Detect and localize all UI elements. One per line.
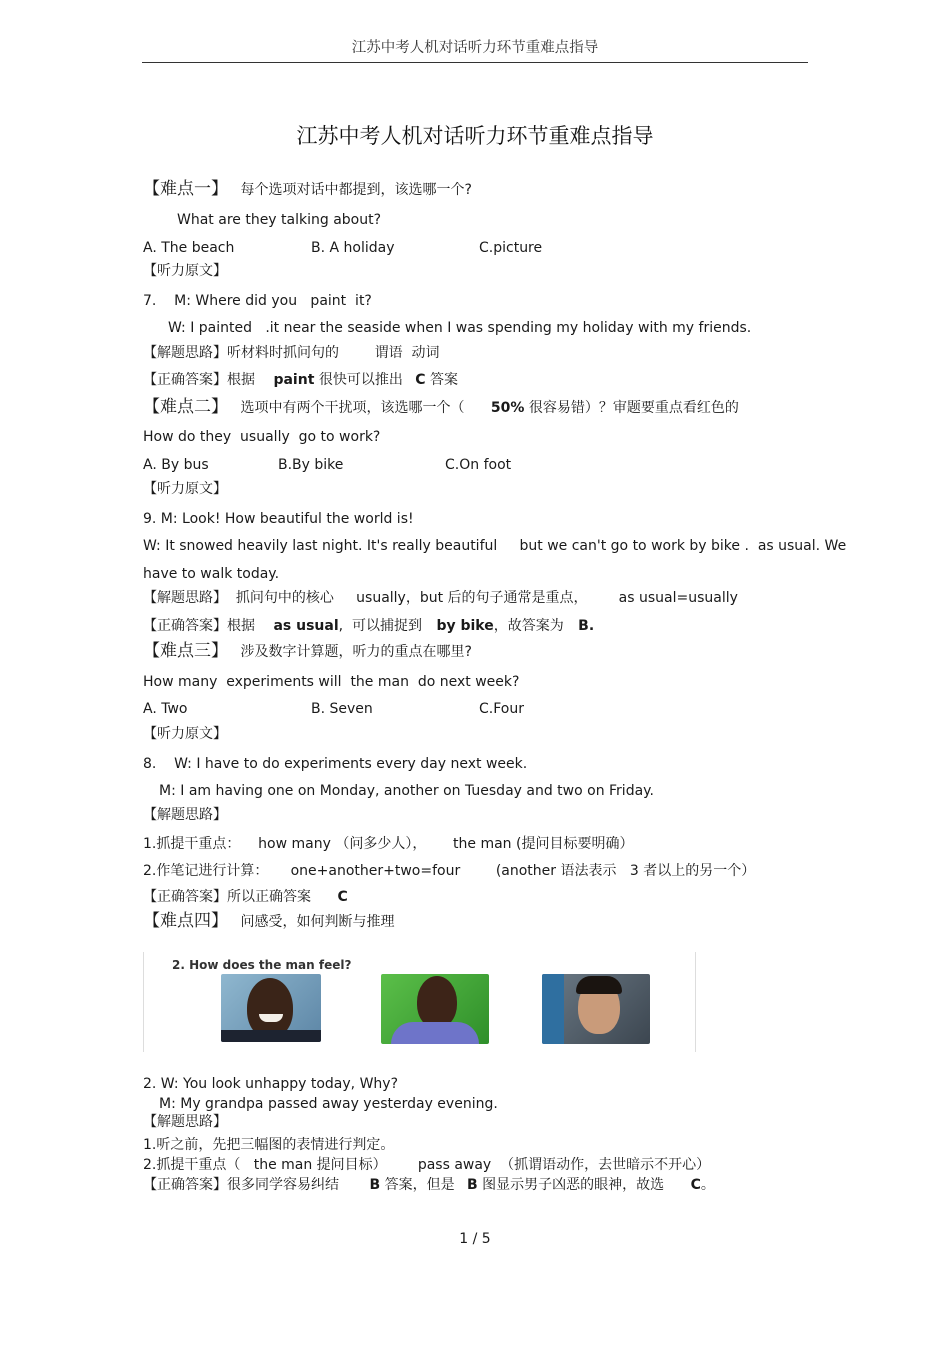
expression-figure xyxy=(143,952,696,1052)
photo-sad-man xyxy=(542,974,650,1044)
section1-answer-middle: 很快可以推出 xyxy=(318,372,403,388)
section3-answer xyxy=(143,888,348,906)
section1-heading xyxy=(143,180,472,199)
section2-option-a: A. By bus xyxy=(143,457,209,473)
section3-question: How many experiments will the man do next week? xyxy=(143,674,520,690)
photo-happy-man xyxy=(221,974,321,1042)
section4-transcript-line2: M: My grandpa passed away yesterday evening. xyxy=(159,1096,498,1112)
section1-option-a: A. The beach xyxy=(143,240,235,256)
section2-answer-middle2: ，故答案为 xyxy=(493,618,564,634)
section2-tag: 【难点二】 xyxy=(143,397,228,417)
section1-transcript-line2: W: I painted .it near the seaside when I was spending my holiday with my friends. xyxy=(168,320,752,336)
section2-answer-middle1: , 可以捕捉到 xyxy=(338,618,422,634)
section4-answer-middle1: 答案，但是 xyxy=(384,1177,455,1193)
section1-tag: 【难点一】 xyxy=(143,179,228,199)
section2-desc-suffix: 很容易错）？审题要重点看红色的 xyxy=(528,400,739,416)
section4-tag: 【难点四】 xyxy=(143,911,228,931)
section3-answer-letter: C xyxy=(337,889,348,905)
section4-answer-letter: C xyxy=(690,1177,701,1193)
section2-transcript-tag: 【听力原文】 xyxy=(143,481,227,497)
section1-transcript-tag: 【听力原文】 xyxy=(143,263,227,279)
section2-answer-keyword1: as usual xyxy=(273,618,339,634)
section4-analysis-tag: 【解题思路】 xyxy=(143,1114,227,1130)
section1-answer xyxy=(143,371,458,389)
section2-answer-letter: B. xyxy=(578,618,595,634)
section3-option-b: B. Seven xyxy=(311,701,373,717)
section3-analysis-tag: 【解题思路】 xyxy=(143,807,227,823)
section3-option-a: A. Two xyxy=(143,701,188,717)
section1-analysis: 【解题思路】听材料时抓问句的 谓语 动词 xyxy=(143,345,440,361)
section1-transcript-line1: 7. M: Where did you paint it? xyxy=(143,293,372,309)
section3-heading xyxy=(143,642,472,661)
section2-option-b: B.By bike xyxy=(278,457,344,473)
header-rule xyxy=(142,62,808,63)
section3-tag: 【难点三】 xyxy=(143,641,228,661)
figure-question: 2. How does the man feel? xyxy=(172,958,352,972)
section3-point1: 1.抓提干重点： how many （问多少人）， the man (提问目标要明确） xyxy=(143,836,634,852)
section4-heading xyxy=(143,912,394,931)
photo-angry-man xyxy=(381,974,489,1044)
section4-transcript-line1: 2. W: You look unhappy today, Why? xyxy=(143,1076,399,1092)
section2-question: How do they usually go to work? xyxy=(143,429,381,445)
section2-option-c: C.On foot xyxy=(445,457,512,473)
running-header: 江苏中考人机对话听力环节重难点指导 xyxy=(351,40,599,56)
section2-transcript-line2: W: It snowed heavily last night. It's really beautiful but we can't go to work by bike . as usual. We xyxy=(143,538,847,554)
section4-answer xyxy=(143,1176,715,1194)
section3-transcript-line1: 8. W: I have to do experiments every day next week. xyxy=(143,756,528,772)
section2-heading xyxy=(143,398,739,417)
section2-desc-percent: 50% xyxy=(490,400,525,416)
section3-transcript-tag: 【听力原文】 xyxy=(143,726,227,742)
section2-answer-prefix: 【正确答案】根据 xyxy=(143,618,255,634)
section1-question: What are they talking about? xyxy=(177,212,382,228)
section2-analysis: 【解题思路】 抓问句中的核心 usually，but 后的句子通常是重点， as usual=usually xyxy=(143,590,738,606)
section3-option-c: C.Four xyxy=(479,701,524,717)
section2-answer xyxy=(143,617,594,635)
section1-answer-suffix: 答案 xyxy=(430,372,459,388)
section4-answer-suffix: 。 xyxy=(700,1177,715,1193)
section4-desc: 问感受，如何判断与推理 xyxy=(240,914,395,930)
section2-answer-keyword2: by bike xyxy=(436,618,494,634)
document-title: 江苏中考人机对话听力环节重难点指导 xyxy=(296,124,654,148)
section3-point2: 2.作笔记进行计算： one+another+two=four (another 语法表示 3 者以上的另一个） xyxy=(143,863,756,879)
section3-answer-prefix: 【正确答案】所以正确答案 xyxy=(143,889,311,905)
section4-answer-middle2: 图显示男子凶恶的眼神，故选 xyxy=(482,1177,665,1193)
page-number: 1 / 5 xyxy=(459,1231,491,1247)
section4-answer-b1: B xyxy=(369,1177,381,1193)
section4-point1: 1.听之前，先把三幅图的表情进行判定。 xyxy=(143,1137,395,1153)
section3-transcript-line2: M: I am having one on Monday, another on Tuesday and two on Friday. xyxy=(159,783,654,799)
section2-transcript-line3: have to walk today. xyxy=(143,566,280,582)
section1-option-b: B. A holiday xyxy=(311,240,395,256)
section4-point2: 2.抓提干重点（ the man 提问目标） pass away （抓谓语动作，去世暗示不开心） xyxy=(143,1157,711,1173)
section1-desc: 每个选项对话中都提到，该选哪一个? xyxy=(240,182,472,198)
section2-transcript-line1: 9. M: Look! How beautiful the world is! xyxy=(143,511,414,527)
section1-answer-prefix: 【正确答案】根据 xyxy=(143,372,255,388)
section1-option-c: C.picture xyxy=(479,240,543,256)
section3-desc: 涉及数字计算题，听力的重点在哪里? xyxy=(240,644,472,660)
section1-answer-letter: C xyxy=(415,372,426,388)
section2-desc-prefix: 选项中有两个干扰项，该选哪一个（ xyxy=(240,400,465,416)
section4-answer-b2: B xyxy=(467,1177,478,1193)
section1-answer-keyword: paint xyxy=(273,372,315,388)
section4-answer-prefix: 【正确答案】很多同学容易纠结 xyxy=(143,1177,339,1193)
